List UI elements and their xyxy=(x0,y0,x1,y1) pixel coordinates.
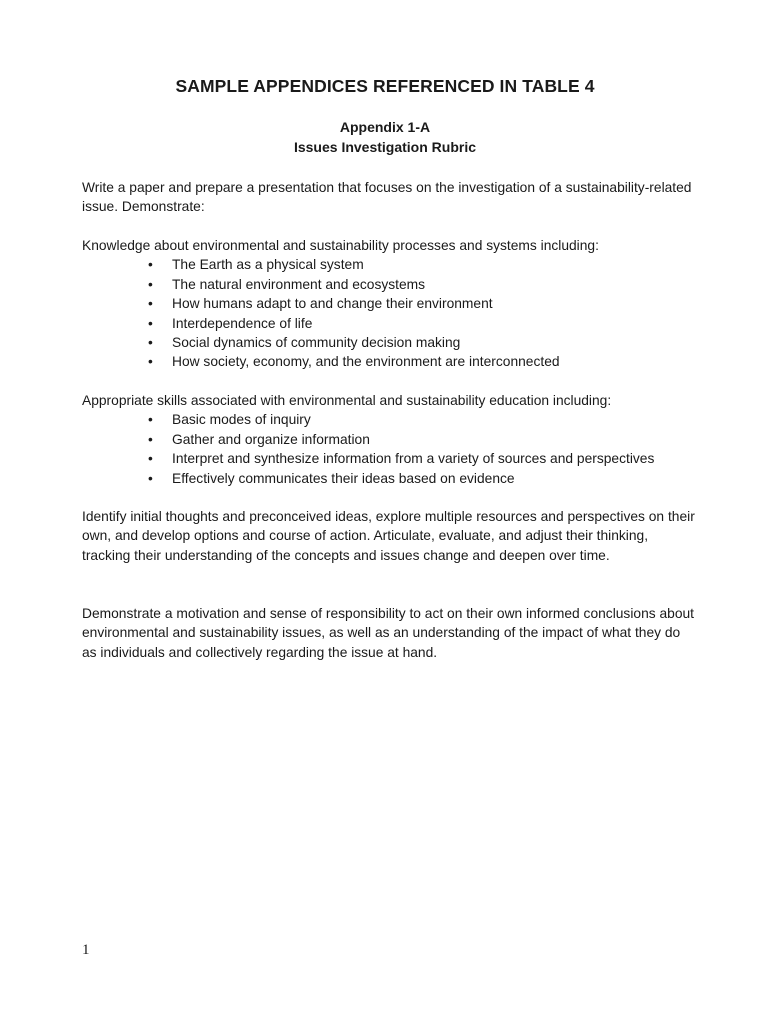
bullet-icon: • xyxy=(148,276,153,292)
intro-paragraph: Write a paper and prepare a presentation that focuses on the investigation of a sustainability-related issue. Demonstrate: xyxy=(82,180,692,215)
list-item xyxy=(82,449,697,468)
appendix-subtitle: Issues Investigation Rubric xyxy=(293,139,477,155)
list-item-text: Gather and organize information xyxy=(172,431,370,447)
list-item xyxy=(82,410,697,429)
knowledge-list xyxy=(82,255,697,371)
knowledge-heading: Knowledge about environmental and sustainability processes and systems including: xyxy=(82,238,599,253)
bullet-icon: • xyxy=(148,315,153,331)
list-item xyxy=(82,333,697,352)
list-item xyxy=(82,430,697,449)
list-item xyxy=(82,275,697,294)
skills-heading: Appropriate skills associated with environmental and sustainability education including: xyxy=(82,393,612,408)
list-item-text: How society, economy, and the environment are interconnected xyxy=(172,354,560,370)
bullet-icon: • xyxy=(148,451,153,467)
bullet-icon: • xyxy=(148,412,153,428)
skills-section xyxy=(82,391,697,488)
list-item-text: The Earth as a physical system xyxy=(172,257,364,273)
list-item xyxy=(82,469,697,488)
bullet-icon: • xyxy=(148,335,153,351)
bullet-icon: • xyxy=(148,354,153,370)
bullet-icon: • xyxy=(148,470,153,486)
list-item xyxy=(82,255,697,274)
list-item-text: Social dynamics of community decision making xyxy=(172,335,461,351)
bullet-icon: • xyxy=(148,431,153,447)
list-item-text: Effectively communicates their ideas based on evidence xyxy=(172,470,515,486)
bullet-icon: • xyxy=(148,296,153,312)
bullet-icon: • xyxy=(148,257,153,273)
skills-list xyxy=(82,410,697,488)
list-item-text: Basic modes of inquiry xyxy=(172,412,311,428)
list-item-text: The natural environment and ecosystems xyxy=(172,276,426,292)
demonstrate-paragraph: Demonstrate a motivation and sense of responsibility to act on their own informed conclusions about environmental and sustainability issues, as well as an understanding of the impact of what they do as individuals and collectively regarding the issue at hand. xyxy=(82,606,694,660)
appendix-label: Appendix 1-A xyxy=(339,119,431,135)
list-item-text: How humans adapt to and change their environment xyxy=(172,296,493,312)
list-item xyxy=(82,314,697,333)
list-item xyxy=(82,294,697,313)
list-item-text: Interpret and synthesize information from a variety of sources and perspectives xyxy=(172,451,655,467)
identify-paragraph: Identify initial thoughts and preconceived ideas, explore multiple resources and perspectives on their own, and develop options and course of action. Articulate, evaluate, and adjust their thinking, tracking their understanding of the concepts and issues change and deepen over time. xyxy=(82,509,695,563)
knowledge-section xyxy=(82,236,697,372)
page-number: 1 xyxy=(82,942,90,958)
page-title: SAMPLE APPENDICES REFERENCED IN TABLE 4 xyxy=(175,76,595,96)
list-item xyxy=(82,352,697,371)
list-item-text: Interdependence of life xyxy=(172,315,313,331)
